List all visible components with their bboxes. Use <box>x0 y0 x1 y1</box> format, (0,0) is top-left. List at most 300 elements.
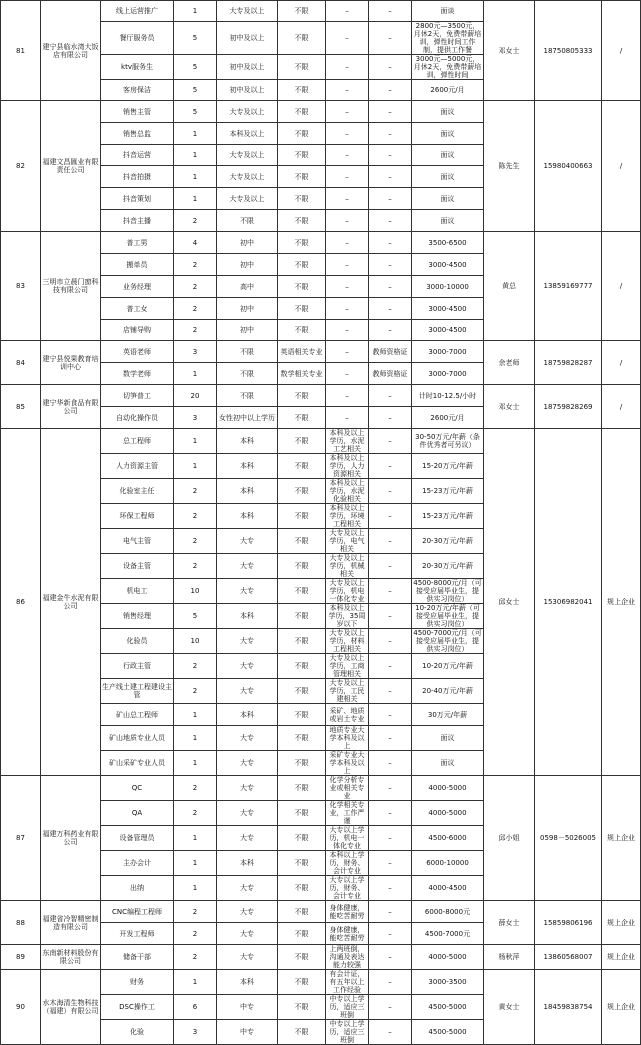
job-education: 高中 <box>217 276 278 298</box>
job-major: 不限 <box>278 529 326 554</box>
job-education: 女性初中以上学历 <box>217 407 278 429</box>
job-requirement: 大专及以上学历，电气相关 <box>326 529 369 554</box>
job-title: 电气主管 <box>101 529 174 554</box>
job-education: 大专 <box>217 751 278 776</box>
table-row <box>1 232 641 254</box>
job-count: 1 <box>174 123 217 145</box>
job-count: 2 <box>174 276 217 298</box>
job-certificate: – <box>369 504 412 529</box>
job-count: 5 <box>174 55 217 80</box>
contact-phone: 0598－5026005 <box>535 776 602 901</box>
job-salary: 4500-7000元 <box>412 923 484 945</box>
job-title: 矿山地质专业人员 <box>101 726 174 751</box>
job-education: 不限 <box>217 210 278 232</box>
company-nature: / <box>602 101 641 232</box>
contact-phone: 13859169777 <box>535 232 602 341</box>
job-major: 不限 <box>278 579 326 604</box>
job-major: 不限 <box>278 454 326 479</box>
job-salary: 15-20万元/年薪 <box>412 454 484 479</box>
job-requirement: 中专以上学历，适应三班倒 <box>326 995 369 1020</box>
job-salary: 3000元—5000元，月休2天，免费带薪培训，弹性时间 <box>412 55 484 80</box>
job-count: 2 <box>174 320 217 341</box>
job-requirement: 大专以上学历，财务、会计专业 <box>326 876 369 901</box>
job-requirement: 本科以上学历，财务、会计专业 <box>326 851 369 876</box>
job-major: 不限 <box>278 654 326 679</box>
job-title: 抖音主播 <box>101 210 174 232</box>
contact-phone: 18459838754 <box>535 970 602 1045</box>
job-certificate: – <box>369 385 412 407</box>
table-row <box>1 945 641 970</box>
job-requirement: – <box>326 385 369 407</box>
contact-person: 邱小姐 <box>484 776 535 901</box>
job-title: 普工女 <box>101 298 174 320</box>
job-certificate: – <box>369 995 412 1020</box>
job-certificate: – <box>369 654 412 679</box>
job-salary: 面议 <box>412 188 484 210</box>
job-major: 不限 <box>278 704 326 726</box>
job-education: 大专 <box>217 529 278 554</box>
job-education: 初中 <box>217 254 278 276</box>
job-title: 出纳 <box>101 876 174 901</box>
job-salary: 4000-5000 <box>412 801 484 826</box>
job-certificate: – <box>369 801 412 826</box>
job-count: 2 <box>174 945 217 970</box>
job-requirement: 有会计证，有五年以上工作经验 <box>326 970 369 995</box>
job-title: ktv服务生 <box>101 55 174 80</box>
contact-person: 杨秋萍 <box>484 945 535 970</box>
job-count: 10 <box>174 579 217 604</box>
table-row <box>1 385 641 407</box>
job-count: 1 <box>174 876 217 901</box>
job-count: 5 <box>174 101 217 123</box>
job-requirement: 本科及以上学历，35周岁以下 <box>326 604 369 629</box>
job-requirement: 采矿、地质或岩土专业 <box>326 704 369 726</box>
job-salary: 3000-4500 <box>412 254 484 276</box>
job-education: 大专 <box>217 801 278 826</box>
job-major: 不限 <box>278 210 326 232</box>
job-salary: 面议 <box>412 726 484 751</box>
job-title: 开发工程师 <box>101 923 174 945</box>
contact-person: 黄总 <box>484 232 535 341</box>
job-salary: 面议 <box>412 210 484 232</box>
company-nature: / <box>602 341 641 385</box>
job-requirement: – <box>326 166 369 188</box>
company-nature: / <box>602 232 641 341</box>
job-requirement: 化学分析专业或相关专业 <box>326 776 369 801</box>
job-title: 设备管理员 <box>101 826 174 851</box>
job-major: 不限 <box>278 55 326 80</box>
job-count: 20 <box>174 385 217 407</box>
job-title: 自动化操作员 <box>101 407 174 429</box>
company-number: 89 <box>1 945 41 970</box>
job-major: 不限 <box>278 479 326 504</box>
job-education: 大专 <box>217 679 278 704</box>
job-major: 不限 <box>278 101 326 123</box>
job-count: 1 <box>174 454 217 479</box>
job-requirement: 大专及以上学历，工商管理相关 <box>326 654 369 679</box>
job-requirement: – <box>326 276 369 298</box>
job-major: 不限 <box>278 679 326 704</box>
job-certificate: – <box>369 22 412 55</box>
contact-phone: 15306982041 <box>535 429 602 776</box>
job-education: 大专 <box>217 629 278 654</box>
table-row <box>1 970 641 995</box>
job-title: 餐厅服务员 <box>101 22 174 55</box>
job-certificate: – <box>369 276 412 298</box>
job-title: 销售经理 <box>101 604 174 629</box>
contact-phone: 18759828287 <box>535 341 602 385</box>
job-title: 数学老师 <box>101 363 174 385</box>
company-name: 三明市立晨门窗科技有限公司 <box>41 232 101 341</box>
contact-phone: 18759828269 <box>535 385 602 429</box>
job-title: 人力资源主管 <box>101 454 174 479</box>
job-requirement: – <box>326 341 369 363</box>
table-row <box>1 1 641 22</box>
job-education: 本科 <box>217 851 278 876</box>
job-education: 大专及以上 <box>217 101 278 123</box>
company-name: 福建文昌匯业有限责任公司 <box>41 101 101 232</box>
job-requirement: – <box>326 320 369 341</box>
job-salary: 20-40万元/年薪 <box>412 679 484 704</box>
company-nature: / <box>602 385 641 429</box>
table-row <box>1 901 641 923</box>
job-major: 不限 <box>278 876 326 901</box>
job-requirement: – <box>326 232 369 254</box>
job-requirement: – <box>326 101 369 123</box>
job-certificate: – <box>369 320 412 341</box>
job-certificate: – <box>369 210 412 232</box>
job-count: 1 <box>174 726 217 751</box>
job-count: 3 <box>174 341 217 363</box>
job-requirement: 大专以上学历，机电一体化专业 <box>326 826 369 851</box>
job-salary: 面议 <box>412 101 484 123</box>
job-education: 大专 <box>217 726 278 751</box>
job-education: 初中及以上 <box>217 22 278 55</box>
job-requirement: – <box>326 363 369 385</box>
job-count: 4 <box>174 232 217 254</box>
job-salary: 面议 <box>412 145 484 166</box>
job-salary: 2600元/月 <box>412 80 484 101</box>
job-certificate: 教师资格证 <box>369 341 412 363</box>
job-salary: 4500-6000 <box>412 826 484 851</box>
job-education: 本科 <box>217 429 278 454</box>
job-major: 不限 <box>278 726 326 751</box>
job-certificate: – <box>369 970 412 995</box>
job-major: 不限 <box>278 298 326 320</box>
company-nature: 规上企业 <box>602 901 641 945</box>
job-title: 生产线土建工程建设主管 <box>101 679 174 704</box>
job-title: 总工程师 <box>101 429 174 454</box>
job-major: 不限 <box>278 629 326 654</box>
job-title: 主办会计 <box>101 851 174 876</box>
job-salary: 15-23万元/年薪 <box>412 504 484 529</box>
job-title: 切笋普工 <box>101 385 174 407</box>
job-education: 大专及以上 <box>217 188 278 210</box>
company-name: 福建省冷智精密制造有限公司 <box>41 901 101 945</box>
job-education: 大专 <box>217 876 278 901</box>
job-salary: 3000-3500 <box>412 970 484 995</box>
company-number: 81 <box>1 1 41 101</box>
job-requirement: – <box>326 210 369 232</box>
job-salary: 30万元/年薪 <box>412 704 484 726</box>
contact-person: 邓女士 <box>484 385 535 429</box>
job-count: 1 <box>174 970 217 995</box>
job-certificate: – <box>369 554 412 579</box>
job-certificate: – <box>369 479 412 504</box>
job-certificate: – <box>369 188 412 210</box>
job-major: 不限 <box>278 254 326 276</box>
job-requirement: 本科及以上学历，环境工程相关 <box>326 504 369 529</box>
job-salary: 面议 <box>412 123 484 145</box>
job-title: 化验室主任 <box>101 479 174 504</box>
job-certificate: – <box>369 145 412 166</box>
job-title: DSC操作工 <box>101 995 174 1020</box>
job-certificate: – <box>369 1 412 22</box>
job-requirement: 大专及以上学历，材料工程相关 <box>326 629 369 654</box>
job-education: 大专 <box>217 776 278 801</box>
job-education: 大专 <box>217 554 278 579</box>
job-count: 1 <box>174 826 217 851</box>
job-title: 设备主管 <box>101 554 174 579</box>
contact-phone: 13860568007 <box>535 945 602 970</box>
company-name: 水木海清生物科技（福建）有限公司 <box>41 970 101 1045</box>
job-certificate: – <box>369 529 412 554</box>
job-count: 1 <box>174 704 217 726</box>
job-major: 不限 <box>278 776 326 801</box>
job-education: 大专及以上 <box>217 1 278 22</box>
job-certificate: – <box>369 1020 412 1045</box>
job-requirement: 化学相关专业，工作严谨 <box>326 801 369 826</box>
job-certificate: – <box>369 579 412 604</box>
job-count: 2 <box>174 504 217 529</box>
job-major: 不限 <box>278 166 326 188</box>
job-requirement: – <box>326 254 369 276</box>
job-count: 2 <box>174 923 217 945</box>
job-count: 2 <box>174 210 217 232</box>
company-name: 建宁县临水湾大饭店有限公司 <box>41 1 101 101</box>
job-count: 6 <box>174 995 217 1020</box>
job-salary: 4000-5000 <box>412 776 484 801</box>
company-number: 87 <box>1 776 41 901</box>
job-count: 3 <box>174 407 217 429</box>
job-major: 不限 <box>278 826 326 851</box>
job-major: 不限 <box>278 22 326 55</box>
job-major: 不限 <box>278 923 326 945</box>
job-salary: 4000-4500 <box>412 876 484 901</box>
company-number: 88 <box>1 901 41 945</box>
job-education: 初中及以上 <box>217 80 278 101</box>
job-certificate: – <box>369 679 412 704</box>
job-major: 英语相关专业 <box>278 341 326 363</box>
job-title: 英语老师 <box>101 341 174 363</box>
job-title: 抖音策划 <box>101 188 174 210</box>
job-requirement: 地质专业大学本科及以上 <box>326 726 369 751</box>
contact-person: 薛女士 <box>484 901 535 945</box>
job-count: 5 <box>174 80 217 101</box>
job-education: 本科 <box>217 454 278 479</box>
job-requirement: 身体健康，能吃苦耐劳 <box>326 923 369 945</box>
company-nature: / <box>602 1 641 101</box>
company-number: 85 <box>1 385 41 429</box>
job-education: 初中 <box>217 232 278 254</box>
company-nature: 规上企业 <box>602 945 641 970</box>
job-count: 2 <box>174 679 217 704</box>
job-salary: 4500-5000 <box>412 1020 484 1045</box>
job-education: 大专 <box>217 945 278 970</box>
company-number: 83 <box>1 232 41 341</box>
job-count: 2 <box>174 479 217 504</box>
job-major: 不限 <box>278 1 326 22</box>
job-education: 不限 <box>217 385 278 407</box>
job-certificate: – <box>369 55 412 80</box>
job-requirement: – <box>326 22 369 55</box>
job-certificate: – <box>369 876 412 901</box>
job-education: 大专 <box>217 923 278 945</box>
job-salary: 3000-7000 <box>412 341 484 363</box>
job-requirement: 本科及以上学历，水泥化验相关 <box>326 479 369 504</box>
job-certificate: – <box>369 454 412 479</box>
job-requirement: 本科及以上学历，人力资源相关 <box>326 454 369 479</box>
job-certificate: – <box>369 826 412 851</box>
job-salary: 2800元—3500元，月休2天，免费带薪培训，弹性时间工作制，提供工作餐 <box>412 22 484 55</box>
job-major: 不限 <box>278 751 326 776</box>
job-salary: 10-20万元/年薪（可接受应届毕业生，提供实习岗位） <box>412 604 484 629</box>
job-requirement: – <box>326 55 369 80</box>
company-number: 86 <box>1 429 41 776</box>
job-salary: 20-30万元/年薪 <box>412 529 484 554</box>
job-count: 1 <box>174 1 217 22</box>
job-count: 2 <box>174 801 217 826</box>
company-name: 建宁华新食品有限公司 <box>41 385 101 429</box>
job-title: 财务 <box>101 970 174 995</box>
contact-person: 黄女士 <box>484 970 535 1045</box>
job-salary: 计时10-12.5/小时 <box>412 385 484 407</box>
job-title: QA <box>101 801 174 826</box>
job-education: 不限 <box>217 341 278 363</box>
job-title: 抖音拍摄 <box>101 166 174 188</box>
job-count: 3 <box>174 1020 217 1045</box>
job-certificate: – <box>369 923 412 945</box>
company-number: 84 <box>1 341 41 385</box>
job-salary: 3000-10000 <box>412 276 484 298</box>
job-count: 1 <box>174 363 217 385</box>
job-salary: 6000-10000 <box>412 851 484 876</box>
company-number: 82 <box>1 101 41 232</box>
job-major: 不限 <box>278 801 326 826</box>
job-salary: 3000-7000 <box>412 363 484 385</box>
job-requirement: 中专以上学历，适应三班倒 <box>326 1020 369 1045</box>
contact-phone: 18750805333 <box>535 1 602 101</box>
job-requirement: – <box>326 80 369 101</box>
job-major: 不限 <box>278 123 326 145</box>
job-major: 不限 <box>278 188 326 210</box>
contact-person: 余老师 <box>484 341 535 385</box>
job-count: 1 <box>174 751 217 776</box>
job-title: 环保工程师 <box>101 504 174 529</box>
job-major: 不限 <box>278 80 326 101</box>
job-title: CNC编程工程师 <box>101 901 174 923</box>
job-title: 行政主管 <box>101 654 174 679</box>
job-count: 2 <box>174 298 217 320</box>
job-salary: 3500-6500 <box>412 232 484 254</box>
job-certificate: – <box>369 604 412 629</box>
job-requirement: 本科及以上学历，水泥工艺相关 <box>326 429 369 454</box>
job-count: 5 <box>174 604 217 629</box>
job-certificate: – <box>369 726 412 751</box>
job-major: 不限 <box>278 407 326 429</box>
job-certificate: 教师资格证 <box>369 363 412 385</box>
company-nature: 规上企业 <box>602 970 641 1045</box>
job-count: 2 <box>174 554 217 579</box>
job-certificate: – <box>369 407 412 429</box>
job-certificate: – <box>369 166 412 188</box>
job-salary: 10-20万元/年薪 <box>412 654 484 679</box>
job-education: 不限 <box>217 363 278 385</box>
job-title: 搬单员 <box>101 254 174 276</box>
job-education: 中专 <box>217 995 278 1020</box>
job-title: 矿山采矿专业人员 <box>101 751 174 776</box>
job-major: 不限 <box>278 429 326 454</box>
job-certificate: – <box>369 101 412 123</box>
contact-phone: 15859806196 <box>535 901 602 945</box>
job-certificate: – <box>369 851 412 876</box>
job-education: 初中 <box>217 320 278 341</box>
job-major: 不限 <box>278 901 326 923</box>
job-certificate: – <box>369 776 412 801</box>
job-certificate: – <box>369 945 412 970</box>
job-requirement: – <box>326 1 369 22</box>
contact-person: 邓女士 <box>484 1 535 101</box>
job-title: 店铺导购 <box>101 320 174 341</box>
job-count: 1 <box>174 851 217 876</box>
job-count: 5 <box>174 22 217 55</box>
job-major: 不限 <box>278 145 326 166</box>
job-education: 大专及以上 <box>217 166 278 188</box>
job-salary: 6000-8000元 <box>412 901 484 923</box>
job-requirement: – <box>326 145 369 166</box>
job-requirement: 大专及以上学历，工民建相关 <box>326 679 369 704</box>
company-name: 福建金牛水泥有限公司 <box>41 429 101 776</box>
job-requirement: – <box>326 298 369 320</box>
job-salary: 30-50万元/年薪（条件优秀者可另议） <box>412 429 484 454</box>
job-salary: 面议 <box>412 166 484 188</box>
job-title: 业务经理 <box>101 276 174 298</box>
job-title: 化验 <box>101 1020 174 1045</box>
job-count: 1 <box>174 429 217 454</box>
job-major: 不限 <box>278 320 326 341</box>
job-count: 2 <box>174 654 217 679</box>
job-education: 中专 <box>217 1020 278 1045</box>
company-name: 福建万科药业有限公司 <box>41 776 101 901</box>
job-certificate: – <box>369 901 412 923</box>
job-count: 1 <box>174 166 217 188</box>
job-requirement: 大专及以上学历，机械相关 <box>326 554 369 579</box>
job-salary: 4000-5000 <box>412 945 484 970</box>
job-certificate: – <box>369 232 412 254</box>
job-title: 线上运营推广 <box>101 1 174 22</box>
job-major: 不限 <box>278 970 326 995</box>
job-education: 本科 <box>217 704 278 726</box>
job-education: 初中及以上 <box>217 55 278 80</box>
job-certificate: – <box>369 429 412 454</box>
job-count: 2 <box>174 776 217 801</box>
job-requirement: – <box>326 123 369 145</box>
job-title: QC <box>101 776 174 801</box>
job-certificate: – <box>369 80 412 101</box>
job-education: 大专 <box>217 654 278 679</box>
job-major: 不限 <box>278 1020 326 1045</box>
job-count: 2 <box>174 901 217 923</box>
